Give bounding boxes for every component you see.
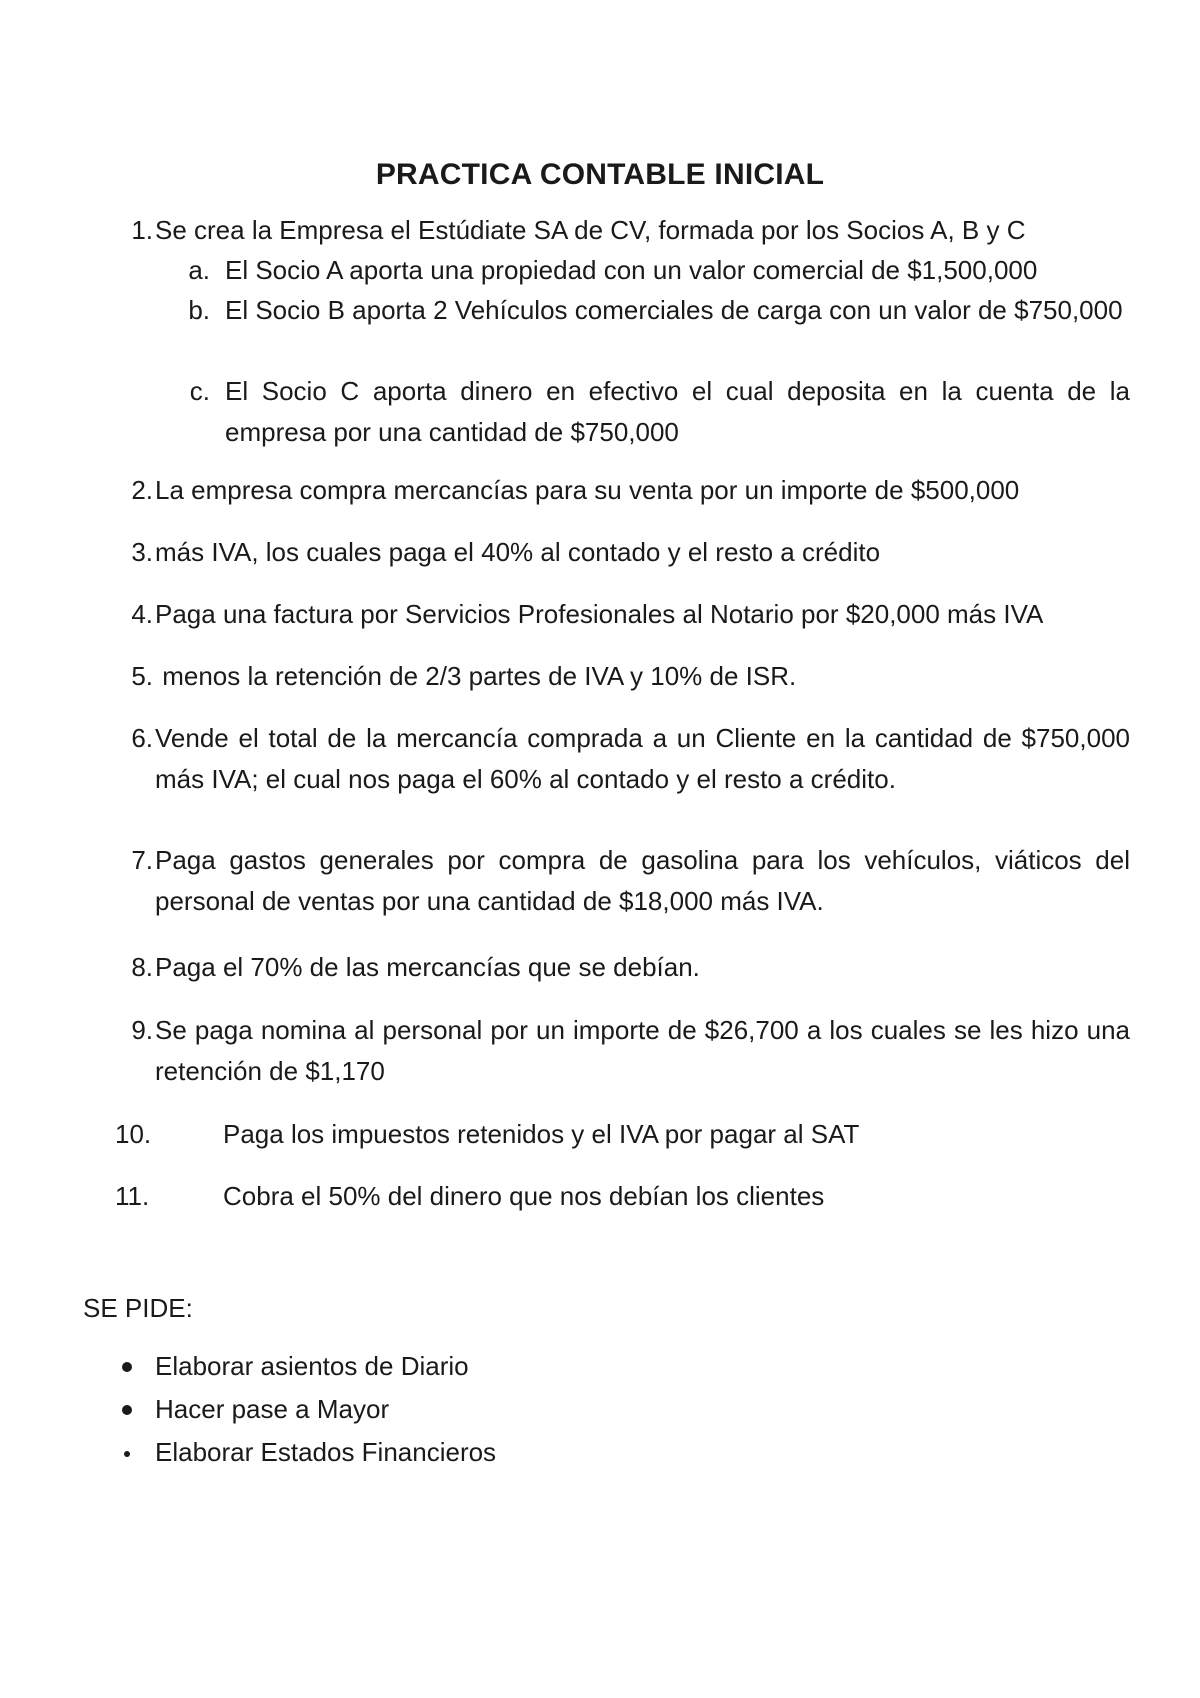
bullet-icon	[124, 1451, 130, 1457]
list-item-text: Vende el total de la mercancía comprada a un Cliente en la cantidad de $750,000 más IVA; el cual nos paga el 60% al contado y el resto a crédito.	[155, 723, 1130, 794]
list-item-text: Paga el 70% de las mercancías que se debían.	[155, 952, 700, 982]
list-item-number: 2.	[131, 475, 153, 505]
sub-list-item-text: El Socio B aporta 2 Vehículos comerciales de carga con un valor de $750,000	[225, 295, 1123, 325]
list-item-number: 10.	[115, 1119, 152, 1149]
bullet-item-text: Hacer pase a Mayor	[155, 1394, 390, 1424]
list-item-text: Se paga nomina al personal por un importe de $26,700 a los cuales se les hizo una retención de $1,170	[155, 1015, 1130, 1086]
list-item-number: 9.	[131, 1015, 153, 1045]
bullet-item-text: Elaborar asientos de Diario	[155, 1351, 469, 1381]
list-item-text: Paga los impuestos retenidos y el IVA por pagar al SAT	[223, 1119, 860, 1149]
list-item-number: 5.	[131, 661, 153, 691]
list-item-text: Se crea la Empresa el Estúdiate SA de CV, formada por los Socios A, B y C	[155, 215, 1026, 245]
list-item-text: La empresa compra mercancías para su venta por un importe de $500,000	[155, 475, 1020, 505]
sub-list-item-text: El Socio A aporta una propiedad con un valor comercial de $1,500,000	[225, 255, 1038, 285]
list-item-text: Cobra el 50% del dinero que nos debían los clientes	[223, 1181, 825, 1211]
list-item-number: 1.	[131, 215, 153, 245]
list-item-number: 11.	[115, 1181, 150, 1211]
list-item-number: 4.	[131, 599, 153, 629]
list-item-number: 7.	[131, 845, 153, 875]
list-item-text: Paga una factura por Servicios Profesionales al Notario por $20,000 más IVA	[155, 599, 1044, 629]
bullet-item-text: Elaborar Estados Financieros	[155, 1437, 497, 1467]
bullet-icon	[122, 1362, 132, 1372]
sub-list-item-letter: c.	[189, 376, 210, 406]
list-item-text: más IVA, los cuales paga el 40% al contado y el resto a crédito	[155, 537, 881, 567]
se-pide-heading: SE PIDE:	[83, 1293, 193, 1323]
page-title: PRACTICA CONTABLE INICIAL	[375, 158, 825, 191]
list-item-number: 8.	[131, 952, 153, 982]
sub-list-item-letter: b.	[188, 295, 210, 325]
bullet-icon	[122, 1405, 132, 1415]
sub-list-item-text: El Socio C aporta dinero en efectivo el cual deposita en la cuenta de la empresa por una cantidad de $750,000	[225, 376, 1130, 447]
list-item-number: 6.	[131, 723, 153, 753]
sub-list-item-letter: a.	[188, 255, 210, 285]
list-item-text: menos la retención de 2/3 partes de IVA y 10% de ISR.	[155, 661, 797, 691]
list-item-text: Paga gastos generales por compra de gasolina para los vehículos, viáticos del personal de ventas por una cantidad de $18,000 más IVA.	[155, 845, 1130, 916]
list-item-number: 3.	[131, 537, 153, 567]
